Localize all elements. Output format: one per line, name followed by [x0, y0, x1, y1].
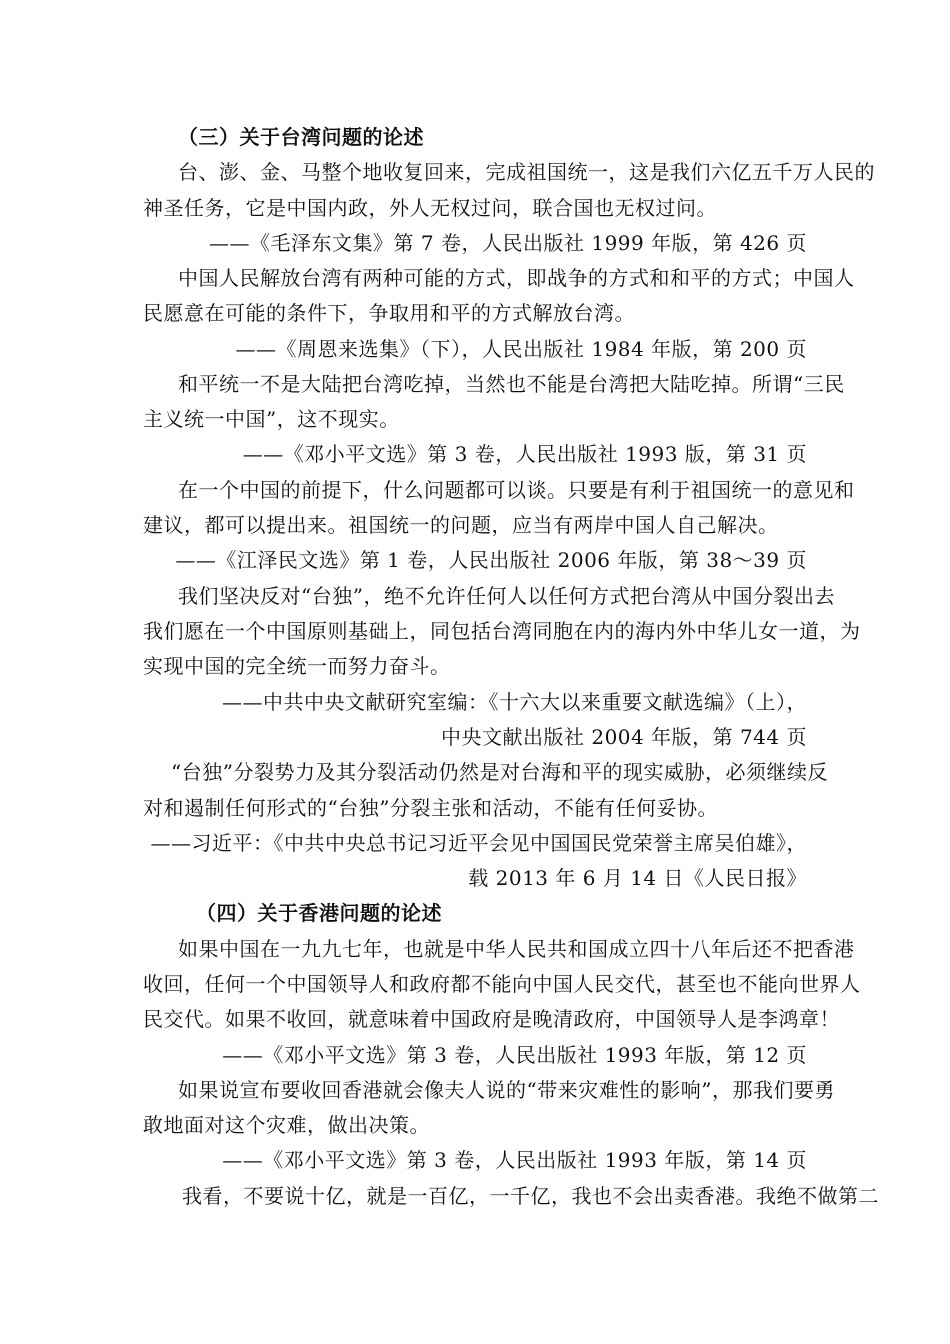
quote-line: 民交代。如果不收回，就意味着中国政府是晚清政府，中国领导人是李鸿章！	[143, 1007, 840, 1031]
quote-line: 对和遏制任何形式的“台独”分裂主张和活动，不能有任何妥协。	[143, 796, 718, 820]
section-3-heading: （三）关于台湾问题的论述	[178, 125, 424, 149]
citation: ——中共中央文献研究室编：《十六大以来重要文献选编》（上），	[222, 690, 807, 714]
quote-line: 如果说宣布要收回香港就会像夫人说的“带来灾难性的影响”，那我们要勇	[178, 1078, 835, 1102]
quote-line: 台、澎、金、马整个地收复回来，完成祖国统一，这是我们六亿五千万人民的	[178, 160, 875, 184]
citation: ——《周恩来选集》（下），人民出版社 1984 年版，第 200 页	[235, 337, 807, 361]
quote-line: 和平统一不是大陆把台湾吃掉，当然也不能是台湾把大陆吃掉。所谓“三民	[178, 372, 845, 396]
quote-line: 中国人民解放台湾有两种可能的方式，即战争的方式和和平的方式；中国人	[178, 266, 855, 290]
section-4-heading: （四）关于香港问题的论述	[196, 901, 442, 925]
citation: 载 2013 年 6 月 14 日《人民日报》	[468, 866, 807, 890]
citation: ——《毛泽东文集》第 7 卷，人民出版社 1999 年版，第 426 页	[209, 231, 807, 255]
quote-line: 主义统一中国”，这不现实。	[143, 407, 400, 431]
citation: ——《邓小平文选》第 3 卷，人民出版社 1993 年版，第 12 页	[222, 1043, 807, 1067]
citation: ——《江泽民文选》第 1 卷，人民出版社 2006 年版，第 38～39 页	[175, 548, 807, 572]
quote-line: 敢地面对这个灾难，做出决策。	[143, 1113, 430, 1137]
quote-line: 民愿意在可能的条件下，争取用和平的方式解放台湾。	[143, 301, 635, 325]
citation: ——习近平：《中共中央总书记习近平会见中国国民党荣誉主席吴伯雄》，	[150, 831, 807, 855]
quote-line: 我们愿在一个中国原则基础上，同包括台湾同胞在内的海内外中华儿女一道，为	[143, 619, 861, 643]
quote-line: 建议，都可以提出来。祖国统一的问题，应当有两岸中国人自己解决。	[143, 513, 779, 537]
quote-line: 如果中国在一九九七年，也就是中华人民共和国成立四十八年后还不把香港	[178, 937, 855, 961]
quote-line: 在一个中国的前提下，什么问题都可以谈。只要是有利于祖国统一的意见和	[178, 478, 855, 502]
quote-line: 神圣任务，它是中国内政，外人无权过问，联合国也无权过问。	[143, 196, 717, 220]
quote-line: “台独”分裂势力及其分裂活动仍然是对台海和平的现实威胁，必须继续反	[171, 760, 828, 784]
quote-line: 收回，任何一个中国领导人和政府都不能向中国人民交代，甚至也不能向世界人	[143, 972, 861, 996]
quote-line: 我看，不要说十亿，就是一百亿，一千亿，我也不会出卖香港。我绝不做第二	[182, 1184, 879, 1208]
quote-line: 我们坚决反对“台独”，绝不允许任何人以任何方式把台湾从中国分裂出去	[178, 584, 835, 608]
citation: 中央文献出版社 2004 年版，第 744 页	[440, 725, 807, 749]
citation: ——《邓小平文选》第 3 卷，人民出版社 1993 版，第 31 页	[242, 442, 807, 466]
quote-line: 实现中国的完全统一而努力奋斗。	[143, 654, 451, 678]
citation: ——《邓小平文选》第 3 卷，人民出版社 1993 年版，第 14 页	[222, 1148, 807, 1172]
